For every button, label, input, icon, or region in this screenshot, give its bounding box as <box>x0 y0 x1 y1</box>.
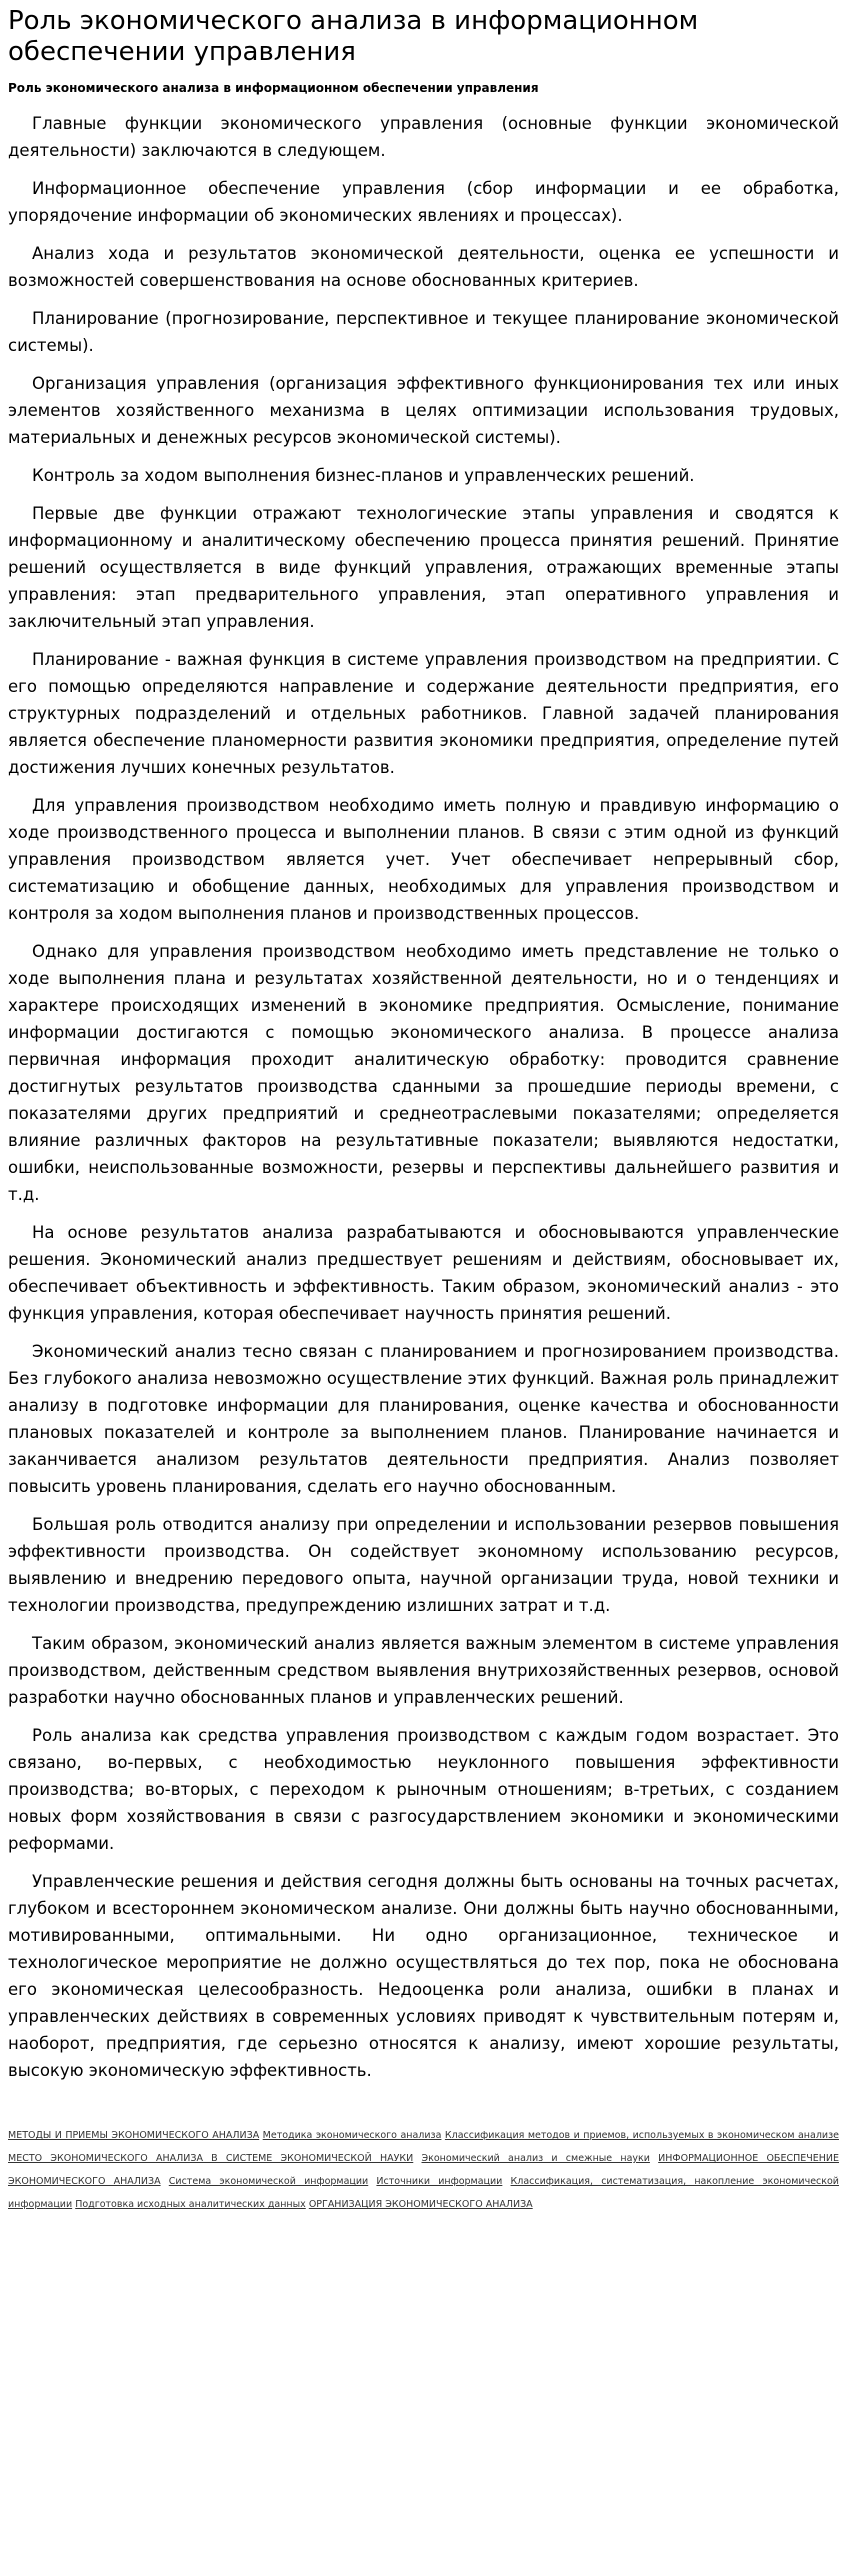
page-title: Роль экономического анализа в информационном обеспечении управления <box>8 6 699 67</box>
paragraph-15: Роль анализа как средства управления производством с каждым годом возрастает. Это связано, во-первых, с необходимостью неуклонного повышения эффективности производства; во-вторых, с переходом к рыночным отношениям; в-третьих, с созданием новых форм хозяйствования в связи с разгосударствлением экономики и экономическими реформами. <box>8 1726 839 1853</box>
paragraph-11: На основе результатов анализа разрабатываются и обосновываются управленческие решения. Экономический анализ предшествует решениям и действиям, обосновывает их, обеспечивает объективность и эффективность. Таким образом, экономический анализ - это функция управления, которая обеспечивает научность принятия решений. <box>8 1223 839 1323</box>
link-related-sciences[interactable]: Экономический анализ и смежные науки <box>421 2153 650 2164</box>
related-links <box>8 2124 839 2216</box>
paragraph-1: Главные функции экономического управления (основные функции экономической деятельности) заключаются в следующем. <box>8 114 839 160</box>
paragraph-4: Планирование (прогнозирование, перспективное и текущее планирование экономической системы). <box>8 309 839 355</box>
paragraph-2: Информационное обеспечение управления (сбор информации и ее обработка, упорядочение информации об экономических явлениях и процессах). <box>8 179 839 225</box>
paragraph-8: Планирование - важная функция в системе управления производством на предприятии. С его помощью определяются направление и содержание деятельности предприятия, его структурных подразделений и отдельных работников. Главной задачей планирования является обеспечение планомерности развития экономики предприятия, определение путей достижения лучших конечных результатов. <box>8 650 839 777</box>
link-classification-of-methods[interactable]: Классификация методов и приемов, используемых в экономическом анализе <box>444 2130 839 2141</box>
paragraph-14: Таким образом, экономический анализ является важным элементом в системе управления производством, действенным средством выявления внутрихозяйственных резервов, основой разработки научно обоснованных планов и управленческих решений. <box>8 1634 839 1707</box>
link-information-sources[interactable]: Источники информации <box>376 2176 503 2187</box>
paragraph-7: Первые две функции отражают технологические этапы управления и сводятся к информационному и аналитическому обеспечению процесса принятия решений. Принятие решений осуществляется в виде функций управления, отражающих временные этапы управления: этап предварительного управления, этап оперативного управления и заключительный этап управления. <box>8 504 839 631</box>
link-information-support[interactable]: ИНФОРМАЦИОННОЕ ОБЕСПЕЧЕНИЕ ЭКОНОМИЧЕСКОГО АНАЛИЗА <box>8 2153 839 2187</box>
article-subtitle: Роль экономического анализа в информационном обеспечении управления <box>8 81 539 95</box>
link-source-data-preparation[interactable]: Подготовка исходных аналитических данных <box>75 2199 306 2210</box>
paragraph-5: Организация управления (организация эффективного функционирования тех или иных элементов хозяйственного механизма в целях оптимизации использования трудовых, материальных и денежных ресурсов экономической системы). <box>8 374 839 447</box>
link-methods-and-techniques[interactable]: МЕТОДЫ И ПРИЕМЫ ЭКОНОМИЧЕСКОГО АНАЛИЗА <box>8 2130 260 2141</box>
link-analysis-organization[interactable]: ОРГАНИЗАЦИЯ ЭКОНОМИЧЕСКОГО АНАЛИЗА <box>308 2199 533 2210</box>
link-place-of-analysis[interactable]: МЕСТО ЭКОНОМИЧЕСКОГО АНАЛИЗА В СИСТЕМЕ ЭКОНОМИЧЕСКОЙ НАУКИ <box>8 2153 414 2164</box>
link-information-classification[interactable]: Классификация, систематизация, накопление экономической информации <box>8 2176 839 2210</box>
paragraph-12: Экономический анализ тесно связан с планированием и прогнозированием производства. Без глубокого анализа невозможно осуществление этих функций. Важная роль принадлежит анализу в подготовке информации для планирования, оценке качества и обоснованности плановых показателей и контроле за выполнением планов. Планирование начинается и заканчивается анализом результатов деятельности предприятия. Анализ позволяет повысить уровень планирования, сделать его научно обоснованным. <box>8 1342 839 1496</box>
paragraph-9: Для управления производством необходимо иметь полную и правдивую информацию о ходе производственного процесса и выполнении планов. В связи с этим одной из функций управления производством является учет. Учет обеспечивает непрерывный сбор, систематизацию и обобщение данных, необходимых для управления производством и контроля за ходом выполнения планов и производственных процессов. <box>8 796 839 923</box>
paragraph-6: Контроль за ходом выполнения бизнес-планов и управленческих решений. <box>32 466 695 485</box>
link-information-system[interactable]: Система экономической информации <box>168 2176 369 2187</box>
paragraph-10: Однако для управления производством необходимо иметь представление не только о ходе выполнения плана и результатах хозяйственной деятельности, но и о тенденциях и характере происходящих изменений в экономике предприятия. Осмысление, понимание информации достигаются с помощью экономического анализа. В процессе анализа первичная информация проходит аналитическую обработку: проводится сравнение достигнутых результатов производства сданными за прошедшие периоды времени, с показателями других предприятий и среднеотраслевыми показателями; определяется влияние различных факторов на результативные показатели; выявляются недостатки, ошибки, неиспользованные возможности, резервы и перспективы дальнейшего развития и т.д. <box>8 942 839 1204</box>
paragraph-16: Управленческие решения и действия сегодня должны быть основаны на точных расчетах, глубоком и всестороннем экономическом анализе. Они должны быть научно обоснованными, мотивированными, оптимальными. Ни одно организационное, техническое и технологическое мероприятие не должно осуществляться до тех пор, пока не обоснована его экономическая целесообразность. Недооценка роли анализа, ошибки в планах и управленческих действиях в современных условиях приводят к чувствительным потерям и, наоборот, предприятия, где серьезно относятся к анализу, имеют хорошие результаты, высокую экономическую эффективность. <box>8 1872 839 2080</box>
paragraph-3: Анализ хода и результатов экономической деятельности, оценка ее успешности и возможностей совершенствования на основе обоснованных критериев. <box>8 244 839 290</box>
paragraph-13: Большая роль отводится анализу при определении и использовании резервов повышения эффективности производства. Он содействует экономному использованию ресурсов, выявлению и внедрению передового опыта, научной организации труда, новой техники и технологии производства, предупреждению излишних затрат и т.д. <box>8 1515 839 1615</box>
article-body <box>8 110 839 2084</box>
link-analysis-methodology[interactable]: Методика экономического анализа <box>262 2130 442 2141</box>
